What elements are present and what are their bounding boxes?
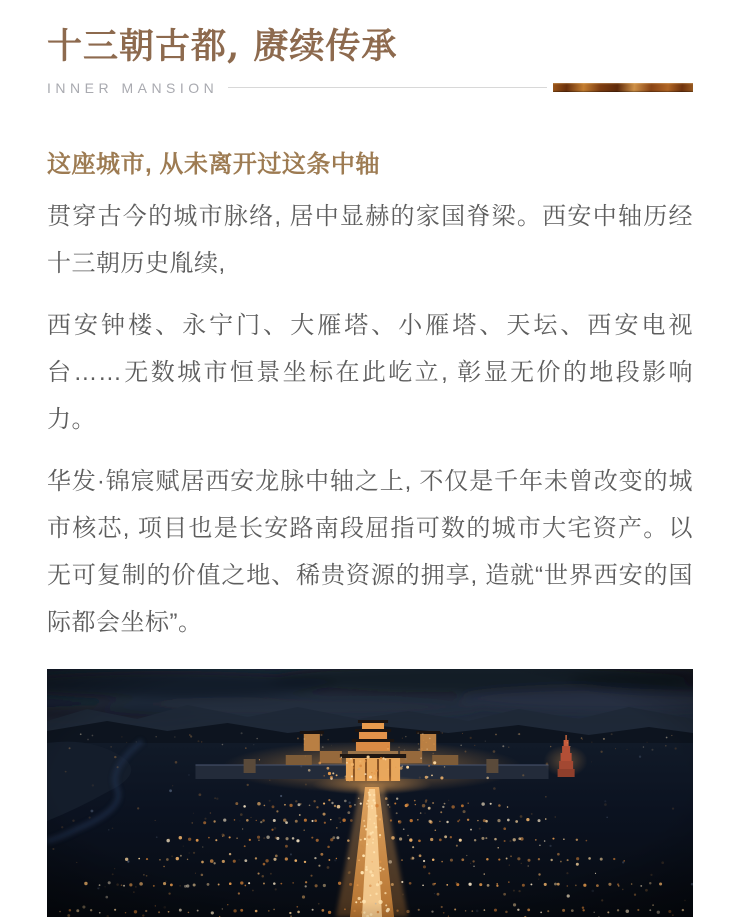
divider-line (228, 87, 547, 88)
article-header (47, 24, 693, 100)
page-subtitle: INNER MANSION (47, 80, 218, 96)
paragraph: 西安钟楼、永宁门、大雁塔、小雁塔、天坛、西安电视台……无数城市恒景坐标在此屹立, 彰显无价的地段影响力。 (47, 302, 693, 443)
accent-texture-bar (553, 83, 693, 92)
city-night-aerial-illustration (47, 669, 693, 917)
page-title: 十三朝古都, 赓续传承 (47, 24, 693, 70)
paragraph: 华发·锦宸赋居西安龙脉中轴之上, 不仅是千年未曾改变的城市核芯, 项目也是长安路南段屈指可数的城市大宅资产。以无可复制的价值之地、稀贵资源的拥享, 造就“世界西安的国际都会坐标”。 (47, 458, 693, 646)
paragraph: 贯穿古今的城市脉络, 居中显赫的家国脊梁。西安中轴历经十三朝历史胤续, (47, 193, 693, 287)
subtitle-row (47, 76, 693, 100)
section-heading: 这座城市, 从未离开过这条中轴 (47, 148, 693, 182)
article-body (47, 148, 693, 647)
city-night-aerial-image (47, 669, 693, 917)
